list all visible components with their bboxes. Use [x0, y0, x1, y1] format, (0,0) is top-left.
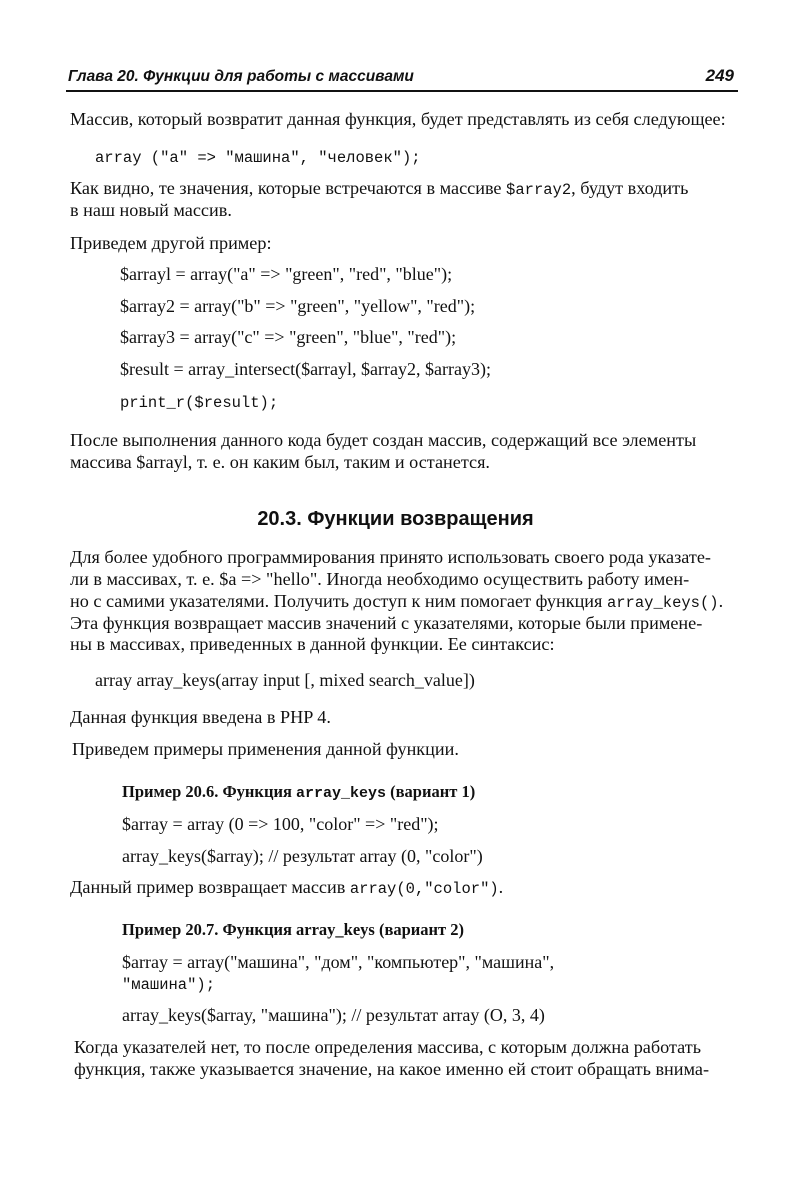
section-heading: 20.3. Функции возвращения [257, 508, 534, 530]
paragraph-no-pointers-line2: функция, также указывается значение, на какое именно ей стоит обращать внима- [74, 1059, 710, 1079]
code-result-array: array ("a" => "машина", "человек"); [95, 149, 421, 167]
paragraph-pointers-line5: ны в массивах, приведенных в данной функции. Ее синтаксис: [70, 634, 555, 654]
example-caption: Пример 20.7. Функция array_keys (вариант 2) [122, 920, 465, 939]
example-caption: Пример 20.6. Функция array_keys (вариант 1) [122, 782, 476, 802]
page-number: 249 [705, 66, 734, 85]
paragraph-example-result: Данный пример возвращает массив array(0,"color"). [70, 877, 504, 898]
code-line: $result = array_intersect($arrayl, $array2, $array3); [120, 359, 491, 379]
code-syntax: array array_keys(array input [, mixed search_value]) [95, 670, 475, 690]
paragraph-examples-intro: Приведем примеры применения данной функции. [72, 739, 459, 759]
paragraph-php-version: Данная функция введена в PHP 4. [70, 707, 331, 727]
code-line: $array = array("машина", "дом", "компьютер", "машина", [122, 952, 555, 972]
paragraph-another-example: Приведем другой пример: [70, 233, 272, 253]
code-line: $arrayl = array("a" => "green", "red", "blue"); [120, 264, 453, 284]
code-line: "машина"); [122, 976, 216, 994]
code-line: $array2 = array("b" => "green", "yellow", "red"); [120, 296, 476, 316]
paragraph-after-run-line2: массива $arrayl, т. е. он каким был, таким и останется. [70, 452, 490, 472]
paragraph-explanation-line2: в наш новый массив. [70, 200, 232, 220]
paragraph-pointers-line3: но с самими указателями. Получить доступ к ним помогает функция array_keys(). [70, 591, 724, 612]
paragraph-pointers-line2: ли в массивах, т. е. $a => "hello". Иногда необходимо осуществить работу имен- [70, 569, 690, 589]
chapter-title: Глава 20. Функции для работы с массивами [68, 68, 414, 85]
paragraph-pointers: Для более удобного программирования принято использовать своего рода указате- [70, 547, 711, 567]
running-header [66, 66, 738, 92]
paragraph-explanation: Как видно, те значения, которые встречаются в массиве $array2, будут входить [70, 178, 689, 199]
paragraph-after-run: После выполнения данного кода будет создан массив, содержащий все элементы [70, 430, 697, 450]
code-line: $array3 = array("c" => "green", "blue", "red"); [120, 327, 457, 347]
code-line: array_keys($array); // результат array (0, "color") [122, 846, 483, 866]
code-line: array_keys($array, "машина"); // результат array (O, 3, 4) [122, 1005, 545, 1025]
paragraph-no-pointers: Когда указателей нет, то после определения массива, с которым должна работать [74, 1037, 701, 1057]
paragraph-result-intro: Массив, который возвратит данная функция, будет представлять из себя следующее: [70, 109, 726, 129]
code-line: $array = array (0 => 100, "color" => "red"); [122, 814, 439, 834]
paragraph-pointers-line4: Эта функция возвращает массив значений с указателями, которые были примене- [70, 613, 703, 633]
code-line: print_r($result); [120, 394, 279, 412]
